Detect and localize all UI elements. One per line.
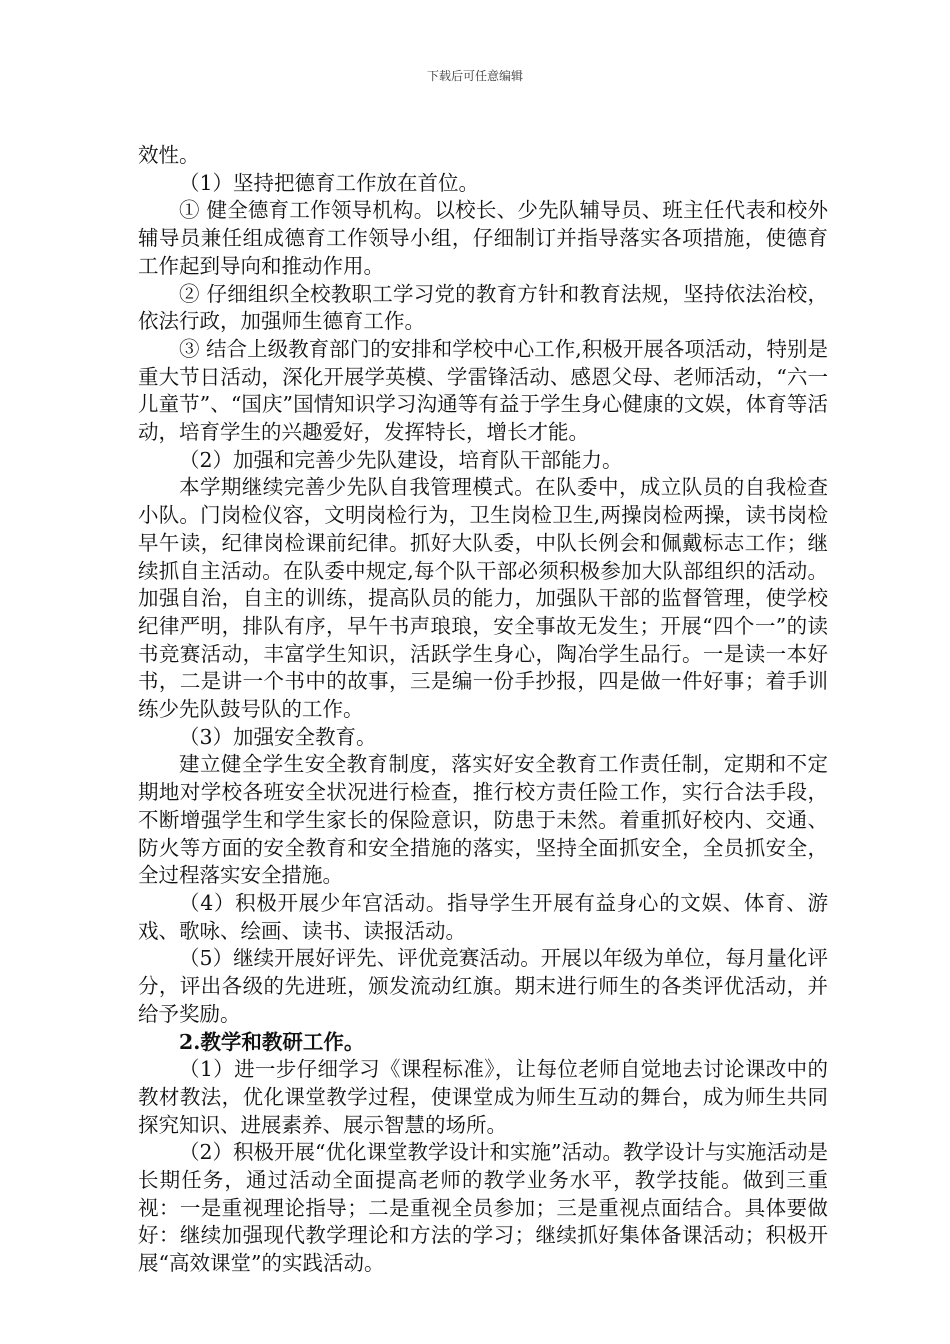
paragraph-activities: ③ 结合上级教育部门的安排和学校中心工作,积极开展各项活动，特别是重大节日活动，深化开展学英模、学雷锋活动、感恩父母、老师活动，“六一儿童节”、“国庆”国情知识学习沟通等有益于学生身心健康的文娱，体育等活动，培育学生的兴趣爱好，发挥特长，增长才能。 [138, 336, 828, 445]
heading-moral-education: （1）坚持把德育工作放在首位。 [179, 170, 480, 195]
heading-young-pioneers: （2）加强和完善少先队建设，培育队干部能力。 [179, 447, 623, 472]
document-body [138, 142, 828, 1278]
paragraph-youth-palace: （4）积极开展少年宫活动。指导学生开展有益身心的文娱、体育、游戏、歌咏、绘画、读书、读报活动。 [138, 890, 828, 943]
page-header-note: 下载后可任意编辑 [426, 69, 523, 83]
paragraph-curriculum: （1）进一步仔细学习《课程标准》，让每位老师自觉地去讨论课改中的教材教法，优化课堂教学过程，使课堂成为师生互动的舞台，成为师生共同探究知识、进展素养、展示智慧的场所。 [138, 1057, 828, 1137]
section-heading-teaching: 2.教学和教研工作。 [179, 1029, 365, 1054]
paragraph-evaluation: （5）继续开展好评先、评优竞赛活动。开展以年级为单位，每月量化评分，评出各级的先进班，颁发流动红旗。期末进行师生的各类评优活动，并给予奖励。 [138, 946, 828, 1026]
paragraph-self-management: 本学期继续完善少先队自我管理模式。在队委中，成立队员的自我检查小队。门岗检仪容，文明岗检行为，卫生岗检卫生,两操岗检两操，读书岗检早午读，纪律岗检课前纪律。抓好大队委，中队长例会和佩戴标志工作；继续抓自主活动。在队委中规定,每个队干部必须积极参加大队部组织的活动。加强自治，自主的训练，提高队员的能力，加强队干部的监督管理，使学校纪律严明，排队有序，早午书声琅琅，安全事故无发生；开展“四个一”的读书竞赛活动，丰富学生知识，活跃学生身心，陶冶学生品行。一是读一本好书，二是讲一个书中的故事，三是编一份手抄报，四是做一件好事；着手训练少先队鼓号队的工作。 [138, 475, 828, 722]
paragraph-safety-system: 建立健全学生安全教育制度，落实好安全教育工作责任制，定期和不定期地对学校各班安全状况进行检查，推行校方责任险工作，实行合法手段，不断增强学生和学生家长的保险意识，防患于未然。着重抓好校内、交通、防火等方面的安全教育和安全措施的落实，坚持全面抓安全，全员抓安全，全过程落实安全措施。 [138, 752, 828, 888]
paragraph-teaching-design: （2）积极开展“优化课堂教学设计和实施”活动。教学设计与实施活动是长期任务，通过活动全面提高老师的教学业务水平，教学技能。做到三重视：一是重视理论指导；二是重视全员参加；三是重视点面结合。具体要做好：继续加强现代教学理论和方法的学习；继续抓好集体备课活动；积极开展“高效课堂”的实践活动。 [138, 1140, 829, 1276]
heading-safety-education: （3）加强安全教育。 [179, 724, 377, 749]
paragraph-continuation: 效性。 [138, 143, 200, 167]
paragraph-leadership: ① 健全德育工作领导机构。以校长、少先队辅导员、班主任代表和校外辅导员兼任组成德育工作领导小组，仔细制订并指导落实各项措施，使德育工作起到导向和推动作用。 [138, 198, 828, 278]
paragraph-study-policy: ② 仔细组织全校教职工学习党的教育方针和教育法规，坚持依法治校，依法行政，加强师生德育工作。 [138, 281, 828, 334]
